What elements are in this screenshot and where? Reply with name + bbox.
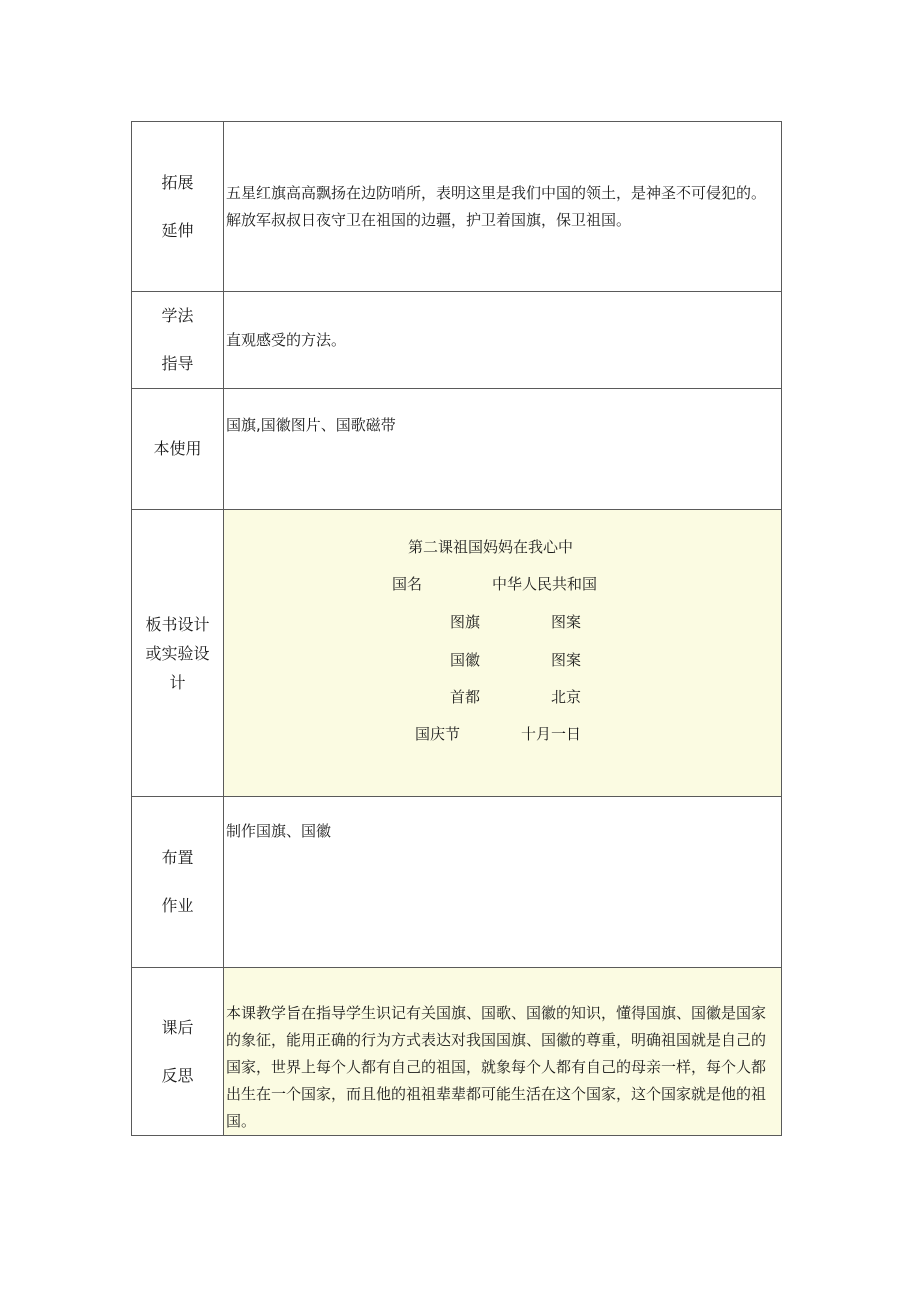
board-line-left: 首都 bbox=[450, 688, 481, 706]
label-line: 课后 bbox=[161, 1017, 194, 1037]
label-line: 本使用 bbox=[153, 439, 202, 458]
content-extension: 五星红旗高高飘扬在边防哨所，表明这里是我们中国的领土，是神圣不可侵犯的。解放军叔叔日夜守卫在祖国的边疆，护卫着国旗，保卫祖国。 bbox=[224, 122, 782, 292]
label-line: 作业 bbox=[161, 896, 194, 915]
label-line: 学法 bbox=[161, 306, 194, 325]
content-materials bbox=[224, 389, 782, 510]
board-line-left: 国名 bbox=[392, 575, 423, 593]
board-line-right: 中华人民共和国 bbox=[492, 575, 598, 593]
label-line: 延伸 bbox=[161, 220, 194, 240]
content-homework bbox=[224, 797, 782, 968]
label-line: 布置 bbox=[161, 848, 194, 867]
board-line-right: 图案 bbox=[551, 613, 582, 631]
label-reflection bbox=[132, 968, 224, 1136]
label-materials bbox=[132, 389, 224, 510]
row-extension bbox=[132, 122, 782, 292]
board-line-right: 图案 bbox=[551, 651, 582, 669]
materials-text: 国旗,国徽图片、国歌磁带 bbox=[226, 416, 396, 434]
label-method bbox=[132, 292, 224, 389]
row-reflection bbox=[132, 968, 782, 1136]
label-line: 反思 bbox=[161, 1065, 194, 1085]
content-reflection: 本课教学旨在指导学生识记有关国旗、国歌、国徽的知识，懂得国旗、国徽是国家的象征，能用正确的行为方式表达对我国国旗、国徽的尊重，明确祖国就是自己的国家，世界上每个人都有自己的祖国，就象每个人都有自己的母亲一样，每个人都出生在一个国家，而且他的祖祖辈辈都可能生活在这个国家，这个国家就是他的祖国。 bbox=[224, 968, 782, 1136]
label-line: 拓展 bbox=[161, 172, 194, 192]
board-line-right: 十月一日 bbox=[521, 725, 582, 743]
board-line-left: 国庆节 bbox=[415, 725, 461, 743]
board-line-right: 北京 bbox=[551, 688, 582, 706]
label-line: 或实验设 bbox=[145, 643, 210, 663]
row-method bbox=[132, 292, 782, 389]
label-board-design bbox=[132, 510, 224, 797]
row-board-design bbox=[132, 510, 782, 797]
label-homework bbox=[132, 797, 224, 968]
label-line: 指导 bbox=[161, 354, 194, 373]
row-homework bbox=[132, 797, 782, 968]
board-line-left: 国徽 bbox=[450, 651, 481, 669]
board-layout bbox=[224, 510, 781, 796]
board-design-content bbox=[224, 510, 782, 797]
label-line: 计 bbox=[169, 672, 186, 692]
content-method: 直观感受的方法。 bbox=[224, 292, 782, 389]
label-extension bbox=[132, 122, 224, 292]
lesson-plan-table bbox=[131, 121, 782, 1136]
board-title: 第二课祖国妈妈在我心中 bbox=[408, 538, 574, 556]
board-line-left: 图旗 bbox=[450, 613, 481, 631]
homework-text: 制作国旗、国徽 bbox=[226, 822, 332, 840]
label-line: 板书设计 bbox=[145, 614, 210, 634]
row-materials bbox=[132, 389, 782, 510]
